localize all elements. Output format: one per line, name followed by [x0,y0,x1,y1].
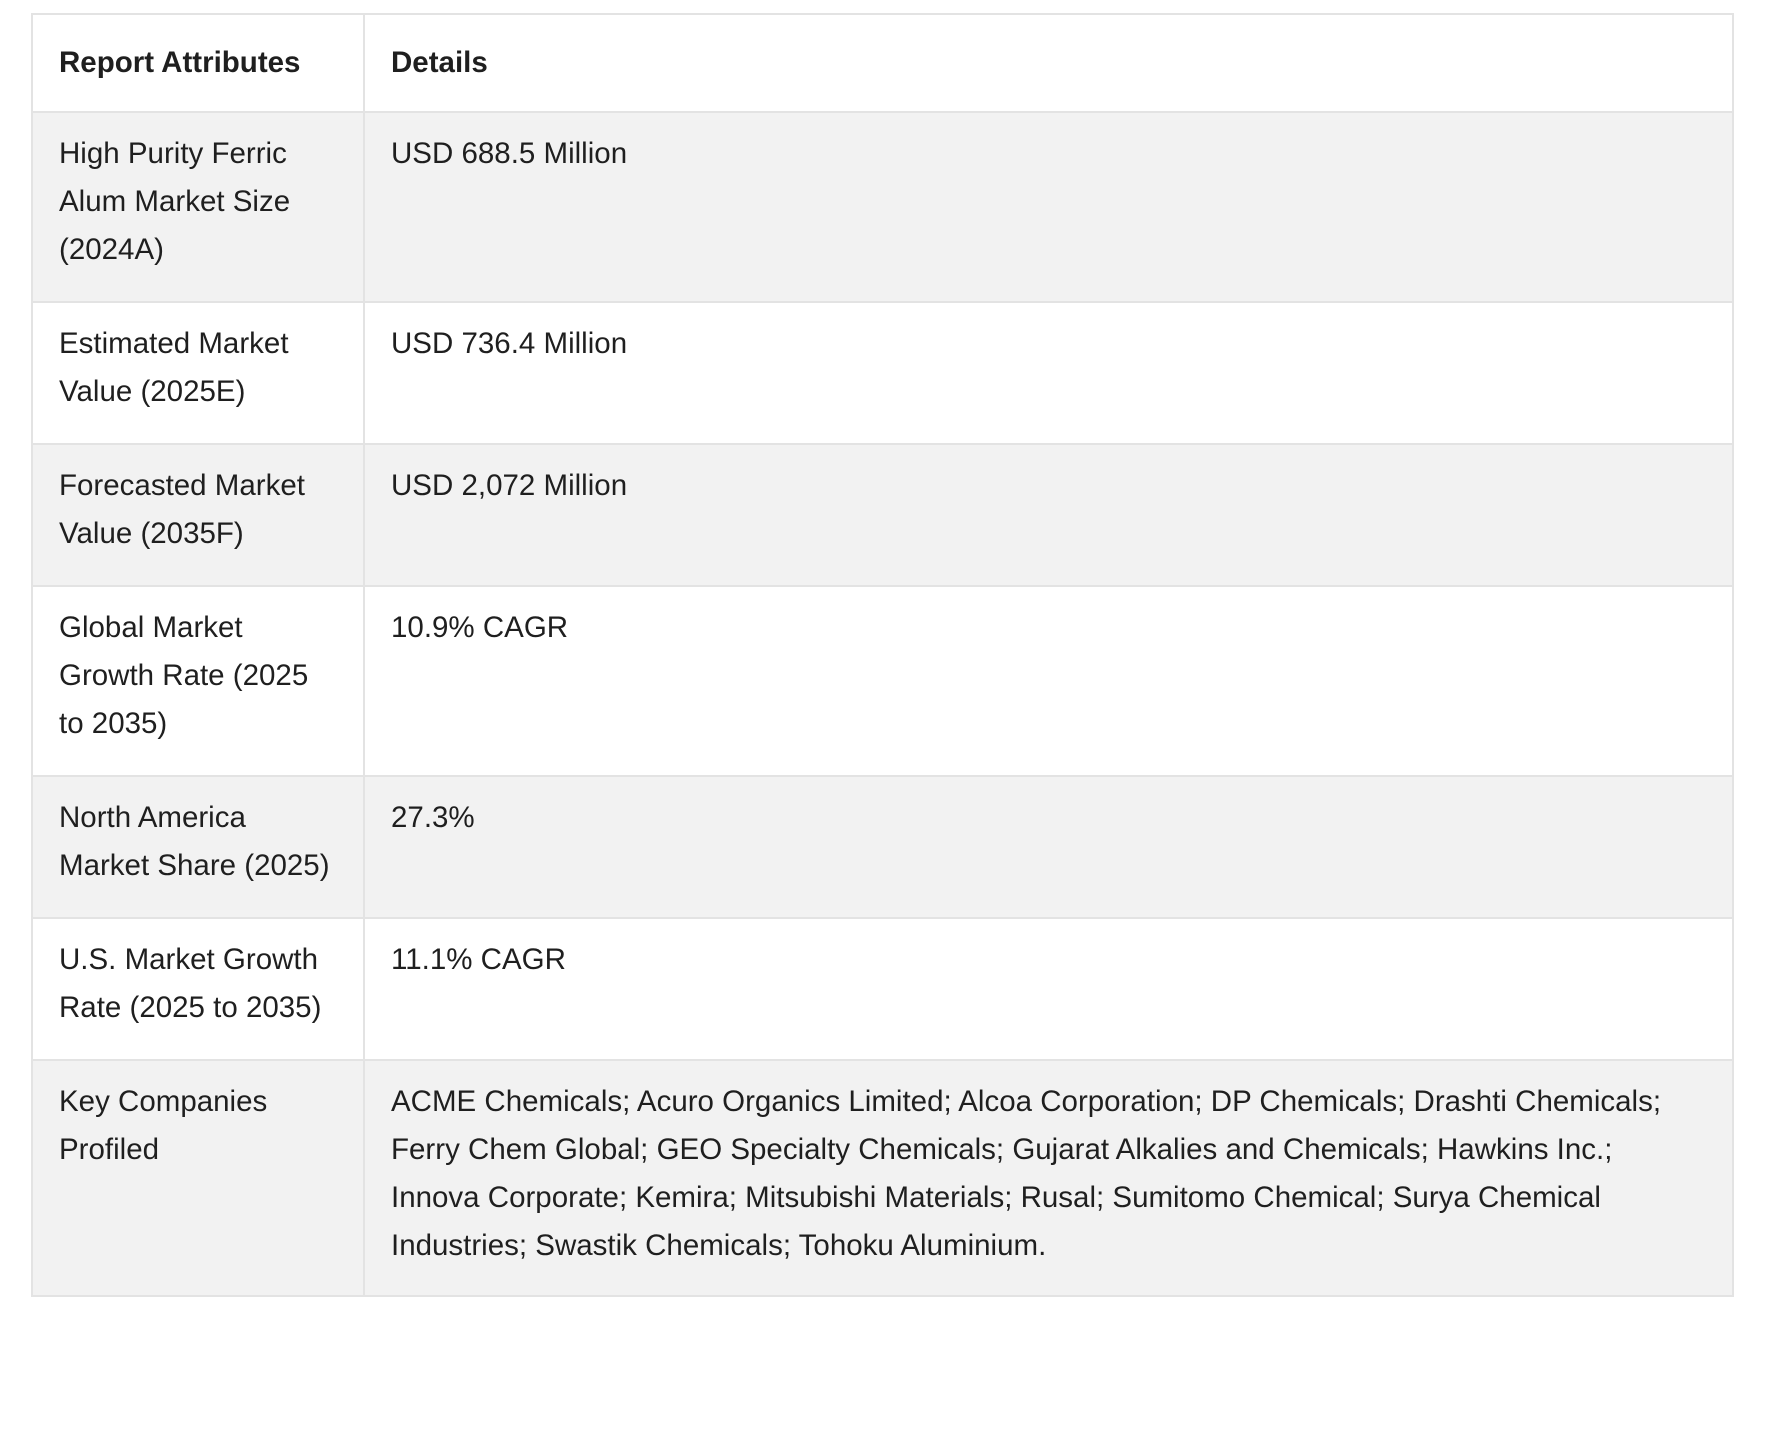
details-cell: 10.9% CAGR [364,586,1733,776]
table-header-row [32,14,1733,112]
table-row [32,918,1733,1060]
attribute-cell: North America Market Share (2025) [32,776,364,918]
header-report-attributes: Report Attributes [32,14,364,112]
table-row [32,302,1733,444]
table-row [32,112,1733,302]
attribute-cell: U.S. Market Growth Rate (2025 to 2035) [32,918,364,1060]
table-row [32,776,1733,918]
attribute-cell: Global Market Growth Rate (2025 to 2035) [32,586,364,776]
attribute-cell: Estimated Market Value (2025E) [32,302,364,444]
table-row [32,1060,1733,1296]
table-row [32,586,1733,776]
details-cell: USD 736.4 Million [364,302,1733,444]
table-row [32,444,1733,586]
details-cell: 11.1% CAGR [364,918,1733,1060]
details-cell: USD 688.5 Million [364,112,1733,302]
header-details: Details [364,14,1733,112]
details-cell: ACME Chemicals; Acuro Organics Limited; Alcoa Corporation; DP Chemicals; Drashti Chemicals; Ferry Chem Global; GEO Specialty Chemicals; Gujarat Alkalies and Chemicals; Hawkins Inc.; Innova Corporate; Kemira; Mitsubishi Materials; Rusal; Sumitomo Chemical; Surya Chemical Industries; Swastik Chemicals; Tohoku Aluminium. [364,1060,1733,1296]
details-cell: 27.3% [364,776,1733,918]
attribute-cell: Forecasted Market Value (2035F) [32,444,364,586]
details-cell: USD 2,072 Million [364,444,1733,586]
report-attributes-table-container [31,13,1734,1297]
attribute-cell: Key Companies Profiled [32,1060,364,1296]
report-attributes-table [31,13,1734,1297]
attribute-cell: High Purity Ferric Alum Market Size (2024A) [32,112,364,302]
